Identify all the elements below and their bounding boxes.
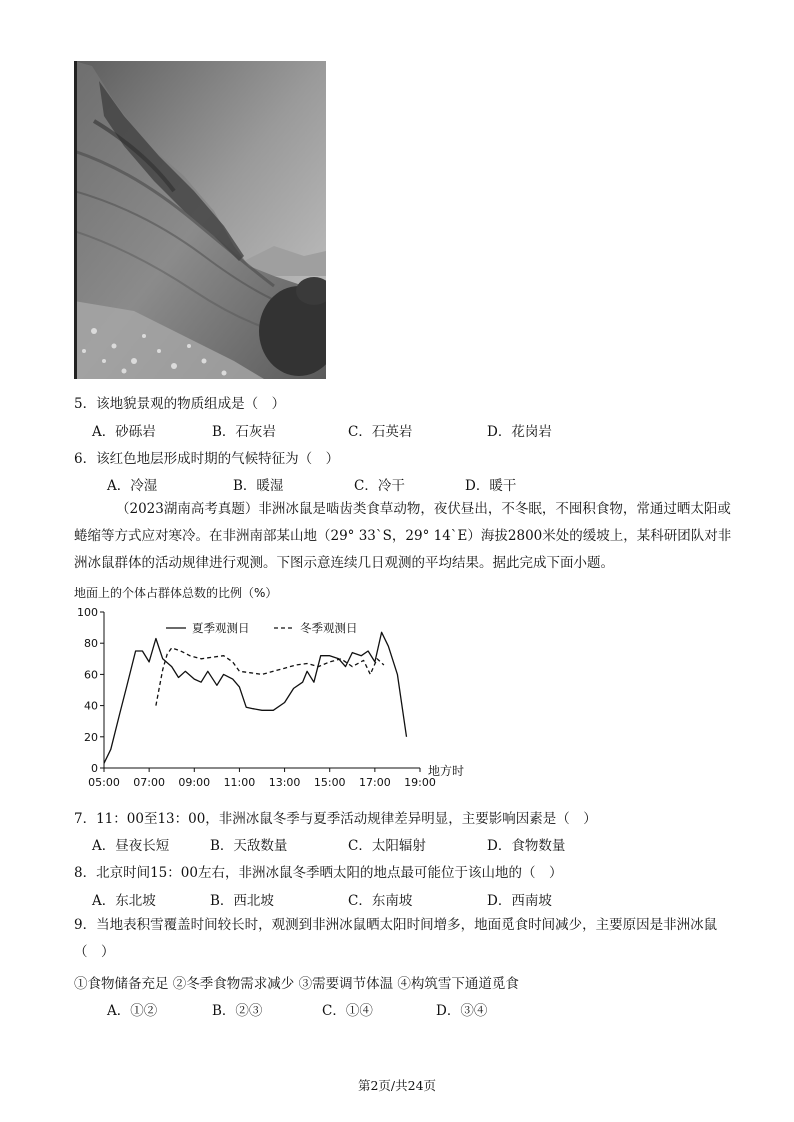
x-tick-label: 15:00 xyxy=(313,776,346,789)
q7-option-c: C．太阳辐射 xyxy=(348,838,426,854)
y-tick-label: 100 xyxy=(77,606,98,619)
q5-option-d: D．花岗岩 xyxy=(487,424,552,440)
q6-option-a: A．冷湿 xyxy=(107,478,158,494)
q8-option-c: C．东南坡 xyxy=(348,893,413,909)
activity-line-chart xyxy=(66,584,486,790)
question-6-stem: 6．该红色地层形成时期的气候特征为（ ） xyxy=(74,451,340,467)
question-9-stem: 9．当地表积雪覆盖时间较长时，观测到非洲冰鼠晒太阳时间增多，地面觅食时间减少，主要原因是非洲冰鼠（ ） xyxy=(74,917,718,960)
q8-option-a: A．东北坡 xyxy=(92,893,156,909)
series-line-summer xyxy=(104,632,407,763)
q9-option-a: A．①② xyxy=(107,1003,158,1019)
y-tick-label: 80 xyxy=(84,637,98,651)
chart-title: 地面上的个体占群体总数的比例（%） xyxy=(74,586,278,600)
q9-option-b: B．②③ xyxy=(212,1003,263,1019)
q5-option-b: B．石灰岩 xyxy=(212,424,276,440)
legend-label-summer: 夏季观测日 xyxy=(192,621,250,635)
q9-option-d: D．③④ xyxy=(436,1003,488,1019)
question-7-stem: 7．11：00至13：00，非洲冰鼠冬季与夏季活动规律差异明显，主要影响因素是（ ） xyxy=(74,811,597,827)
y-tick-label: 0 xyxy=(91,762,98,775)
page-number: 第2页/共24页 xyxy=(357,1078,437,1093)
y-tick-label: 40 xyxy=(84,699,98,713)
x-tick-label: 05:00 xyxy=(88,776,120,789)
x-tick-label: 19:00 xyxy=(404,776,436,789)
passage-text: （2023湖南高考真题）非洲冰鼠是啮齿类食草动物，夜伏昼出，不冬眠，不囤积食物，常通过晒太阳或蜷缩等方式应对寒冷。在非洲南部某山地（29° 33`S，29° 14`E）海拔2800米处的缓坡上，某科研团队对非洲冰鼠群体的活动规律进行观测。下图示意连续几日观测的平均结果。据此完成下面小题。 xyxy=(74,501,732,571)
y-tick-label: 20 xyxy=(84,730,98,744)
q9-statements: ①食物储备充足 ②冬季食物需求减少 ③需要调节体温 ④构筑雪下通道觅食 xyxy=(74,976,519,992)
q7-option-a: A．昼夜长短 xyxy=(92,838,170,854)
x-tick-label: 17:00 xyxy=(359,776,391,789)
q5-option-a: A．砂砾岩 xyxy=(92,424,156,440)
x-tick-label: 07:00 xyxy=(133,776,165,789)
legend-label-winter: 冬季观测日 xyxy=(300,621,358,635)
question-5-stem: 5．该地貌景观的物质组成是（ ） xyxy=(74,396,286,412)
q7-option-b: B．天敌数量 xyxy=(210,838,288,854)
y-tick-label: 60 xyxy=(84,668,98,682)
q7-option-d: D．食物数量 xyxy=(487,838,566,854)
cliff-landscape-photo xyxy=(74,61,326,379)
q6-option-b: B．暖湿 xyxy=(233,478,284,494)
x-tick-label: 11:00 xyxy=(223,776,256,789)
q8-option-b: B．西北坡 xyxy=(210,893,274,909)
x-tick-label: 13:00 xyxy=(268,776,301,789)
x-tick-label: 09:00 xyxy=(178,776,211,789)
q6-option-c: C．冷干 xyxy=(354,478,405,494)
x-axis-label: 地方时 xyxy=(428,764,465,778)
question-8-stem: 8．北京时间15：00左右，非洲冰鼠冬季晒太阳的地点最可能位于该山地的（ ） xyxy=(74,865,563,881)
q9-option-c: C．①④ xyxy=(322,1003,373,1019)
q6-option-d: D．暖干 xyxy=(465,478,517,494)
q8-option-d: D．西南坡 xyxy=(487,893,552,909)
q5-option-c: C．石英岩 xyxy=(348,424,413,440)
